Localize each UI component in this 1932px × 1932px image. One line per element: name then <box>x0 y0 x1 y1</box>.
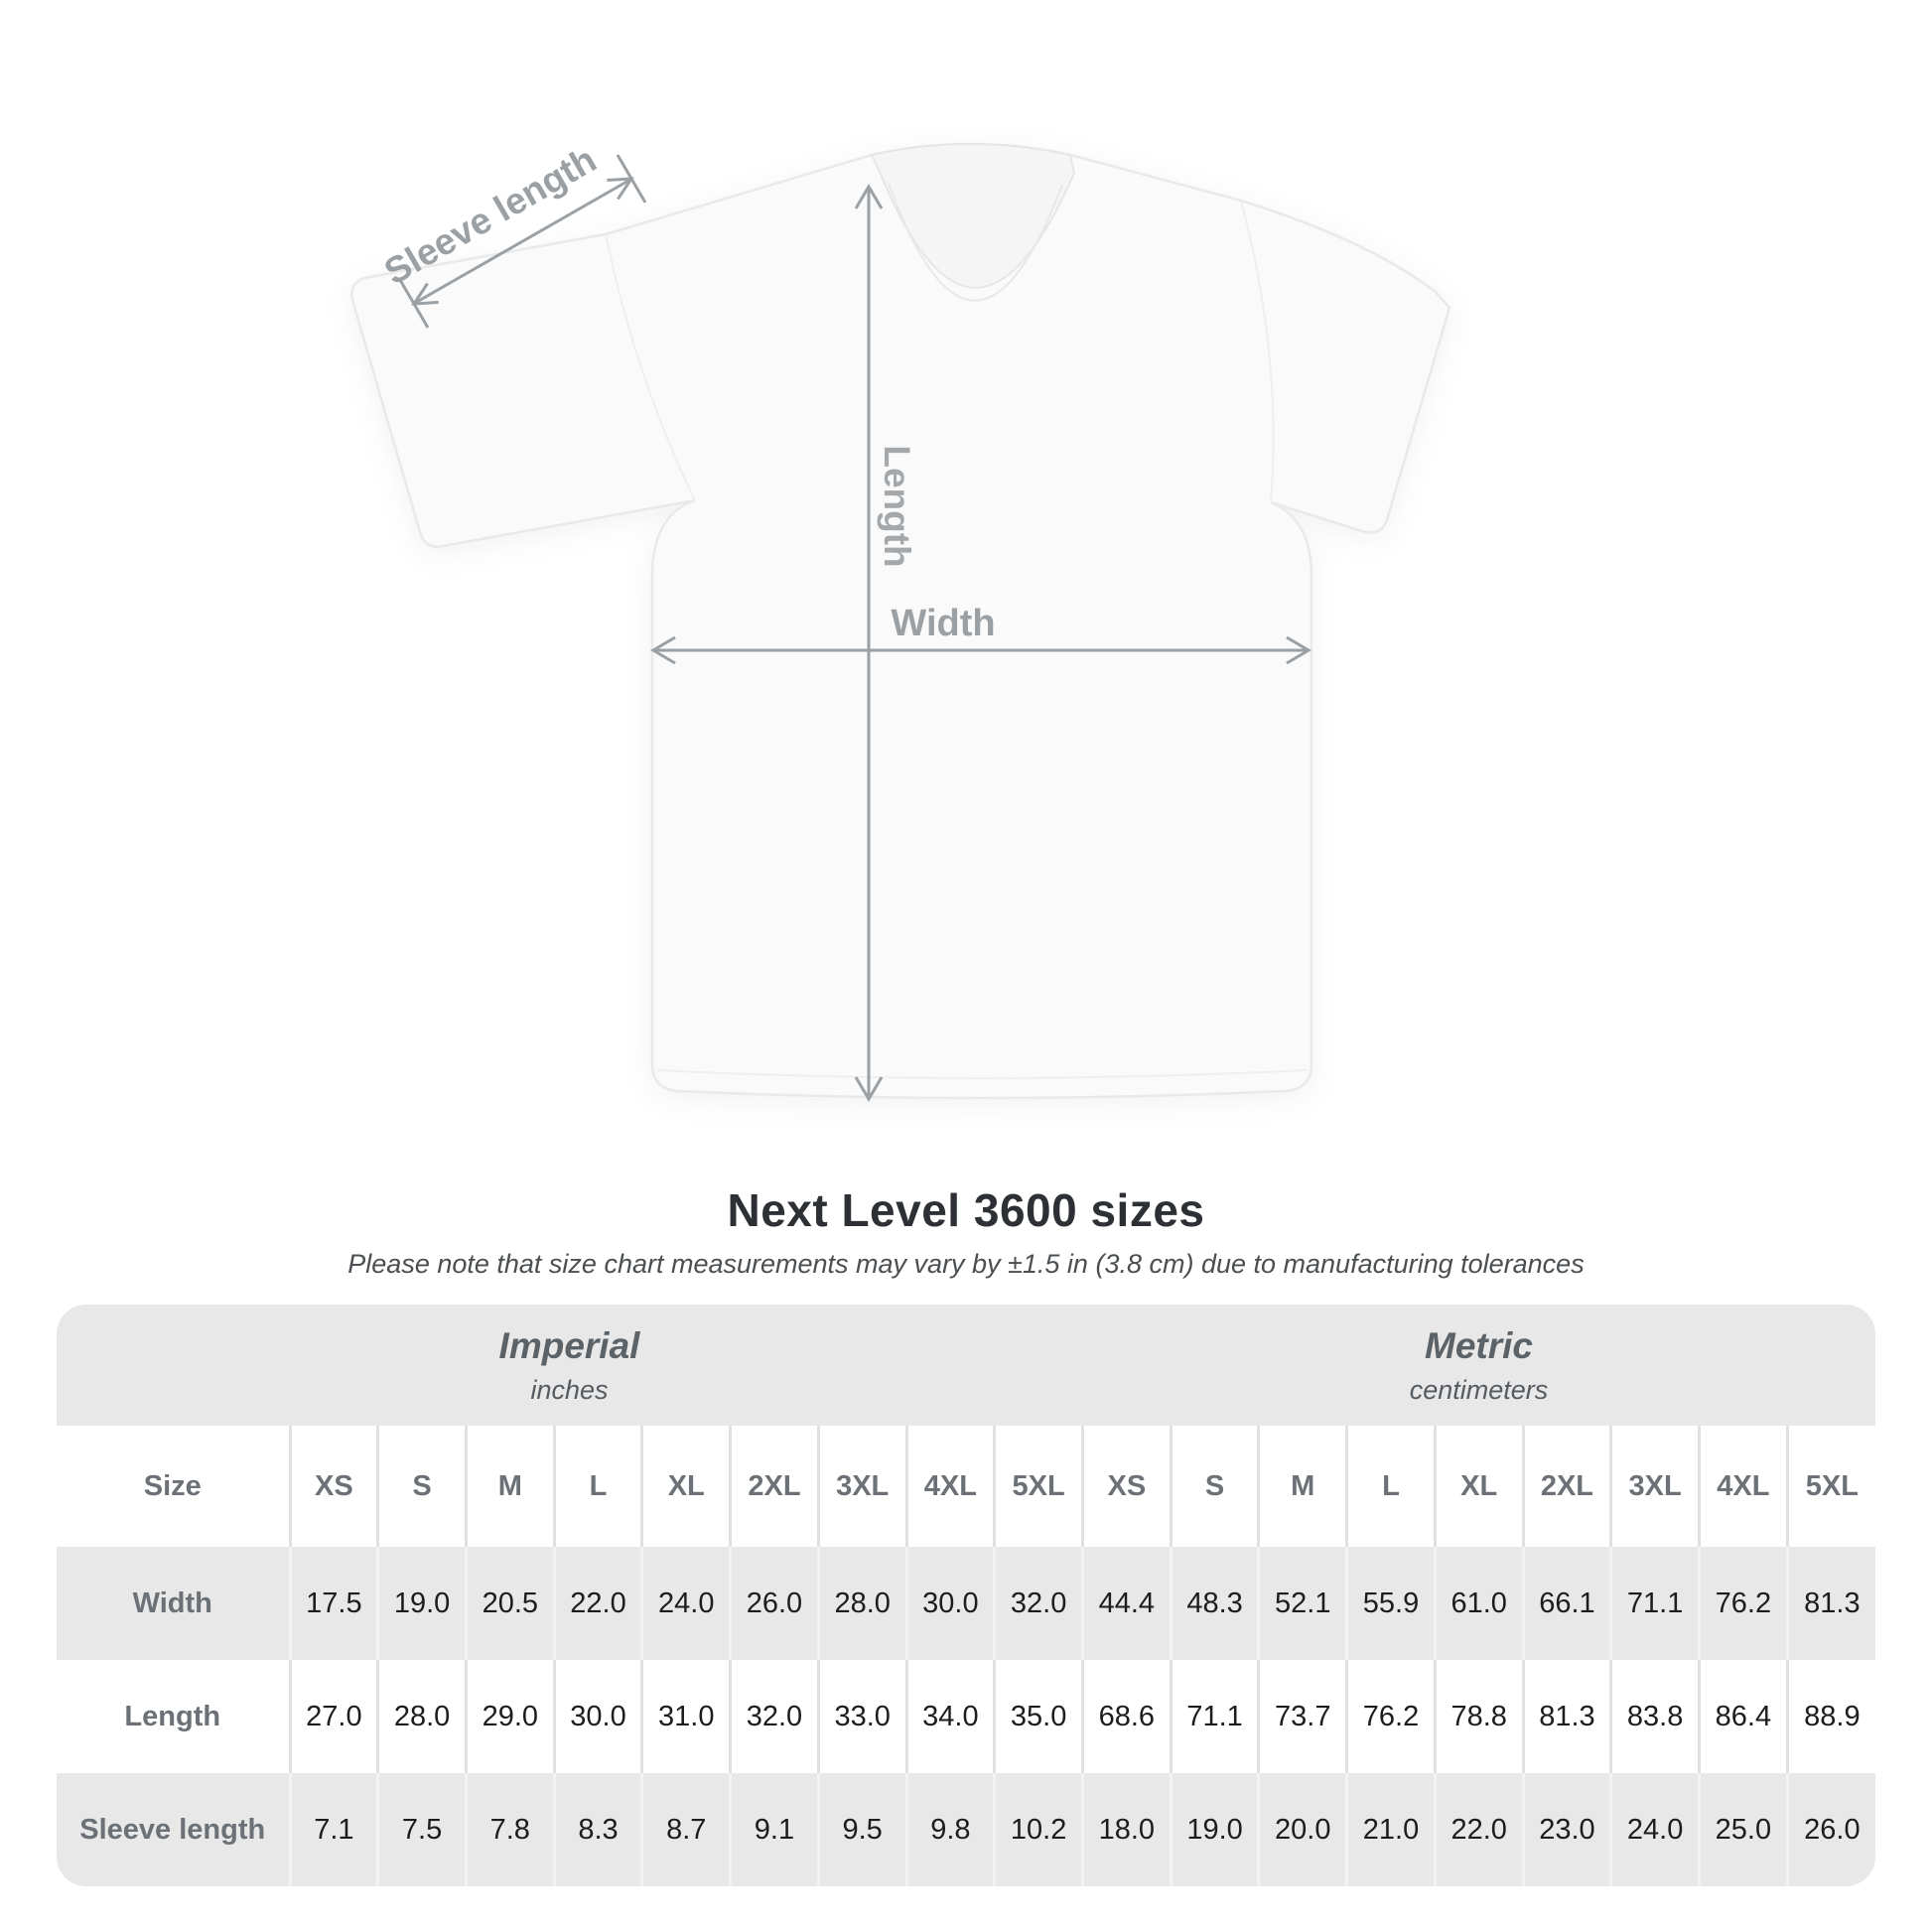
measurement-value: 20.0 <box>1259 1773 1347 1886</box>
size-column-header: XS <box>1082 1426 1171 1547</box>
measurement-value: 48.3 <box>1171 1547 1259 1660</box>
size-column-header: XL <box>1435 1426 1523 1547</box>
size-column-header: M <box>466 1426 554 1547</box>
measurement-value: 24.0 <box>1611 1773 1700 1886</box>
measurement-value: 73.7 <box>1259 1660 1347 1773</box>
measurement-value: 28.0 <box>818 1547 906 1660</box>
size-column-header: XS <box>290 1426 378 1547</box>
measurement-value: 9.1 <box>731 1773 819 1886</box>
measurement-value: 9.8 <box>906 1773 995 1886</box>
measurement-value: 20.5 <box>466 1547 554 1660</box>
measurement-value: 61.0 <box>1435 1547 1523 1660</box>
size-column-header: 2XL <box>731 1426 819 1547</box>
measurement-value: 26.0 <box>731 1547 819 1660</box>
measurement-value: 55.9 <box>1347 1547 1436 1660</box>
measurement-value: 21.0 <box>1347 1773 1436 1886</box>
measurement-value: 23.0 <box>1523 1773 1611 1886</box>
measurement-value: 30.0 <box>906 1547 995 1660</box>
measurement-value: 52.1 <box>1259 1547 1347 1660</box>
measurement-value: 19.0 <box>378 1547 467 1660</box>
page-title: Next Level 3600 sizes <box>727 1184 1205 1236</box>
measurement-value: 28.0 <box>378 1660 467 1773</box>
size-column-header: L <box>554 1426 642 1547</box>
measurement-value: 25.0 <box>1700 1773 1788 1886</box>
measurement-value: 22.0 <box>554 1547 642 1660</box>
metric-title: Metric <box>1425 1324 1533 1366</box>
width-label: Width <box>891 603 996 644</box>
unit-band <box>57 1305 1875 1426</box>
measurement-value: 8.3 <box>554 1773 642 1886</box>
size-column-header: 3XL <box>1611 1426 1700 1547</box>
measurement-value: 86.4 <box>1700 1660 1788 1773</box>
measurement-value: 7.5 <box>378 1773 467 1886</box>
measurement-value: 26.0 <box>1787 1773 1875 1886</box>
size-column-header: 3XL <box>818 1426 906 1547</box>
table-row <box>57 1773 1875 1886</box>
measurement-value: 29.0 <box>466 1660 554 1773</box>
measurement-value: 66.1 <box>1523 1547 1611 1660</box>
sleeve-length-label: Sleeve length <box>377 138 604 293</box>
size-column-header: 5XL <box>995 1426 1083 1547</box>
measurement-value: 78.8 <box>1435 1660 1523 1773</box>
size-column-header: S <box>378 1426 467 1547</box>
measurement-value: 17.5 <box>290 1547 378 1660</box>
measurement-value: 76.2 <box>1347 1660 1436 1773</box>
measurement-value: 27.0 <box>290 1660 378 1773</box>
size-column-header: 5XL <box>1787 1426 1875 1547</box>
imperial-unit: inches <box>530 1374 609 1405</box>
measurement-value: 81.3 <box>1787 1547 1875 1660</box>
measurement-value: 24.0 <box>642 1547 731 1660</box>
measurements-table <box>57 1426 1875 1886</box>
size-column-header: 4XL <box>906 1426 995 1547</box>
row-label: Width <box>132 1587 212 1619</box>
metric-unit: centimeters <box>1409 1374 1549 1405</box>
measurement-value: 44.4 <box>1082 1547 1171 1660</box>
measurement-value: 35.0 <box>995 1660 1083 1773</box>
measurement-value: 9.5 <box>818 1773 906 1886</box>
size-column-header: 4XL <box>1700 1426 1788 1547</box>
measurement-value: 18.0 <box>1082 1773 1171 1886</box>
measurement-value: 7.1 <box>290 1773 378 1886</box>
measurement-value: 32.0 <box>731 1660 819 1773</box>
size-header-row <box>57 1426 1875 1547</box>
row-label: Sleeve length <box>79 1813 266 1846</box>
size-column-header: L <box>1347 1426 1436 1547</box>
size-column-header: 2XL <box>1523 1426 1611 1547</box>
table-row <box>57 1547 1875 1660</box>
row-label: Length <box>124 1700 221 1732</box>
measurement-value: 8.7 <box>642 1773 731 1886</box>
measurement-value: 83.8 <box>1611 1660 1700 1773</box>
size-column-header: S <box>1171 1426 1259 1547</box>
measurement-value: 10.2 <box>995 1773 1083 1886</box>
corner-header: Size <box>143 1469 202 1502</box>
tolerance-note: Please note that size chart measurements may vary by ±1.5 in (3.8 cm) due to manufacturing tolerances <box>347 1249 1585 1279</box>
table-row <box>57 1660 1875 1773</box>
measurement-value: 76.2 <box>1700 1547 1788 1660</box>
measurement-value: 68.6 <box>1082 1660 1171 1773</box>
size-chart-table <box>57 1305 1875 1886</box>
size-column-header: M <box>1259 1426 1347 1547</box>
measurement-value: 19.0 <box>1171 1773 1259 1886</box>
length-label: Length <box>877 445 918 568</box>
measurement-value: 71.1 <box>1611 1547 1700 1660</box>
measurement-value: 33.0 <box>818 1660 906 1773</box>
measurement-value: 31.0 <box>642 1660 731 1773</box>
table-body <box>57 1547 1875 1886</box>
measurement-value: 7.8 <box>466 1773 554 1886</box>
measurement-value: 88.9 <box>1787 1660 1875 1773</box>
imperial-header <box>57 1305 1082 1426</box>
measurement-value: 32.0 <box>995 1547 1083 1660</box>
metric-header <box>1082 1305 1875 1426</box>
measurement-value: 81.3 <box>1523 1660 1611 1773</box>
measurement-value: 22.0 <box>1435 1773 1523 1886</box>
size-column-header: XL <box>642 1426 731 1547</box>
measurement-value: 71.1 <box>1171 1660 1259 1773</box>
measurement-value: 30.0 <box>554 1660 642 1773</box>
measurement-value: 34.0 <box>906 1660 995 1773</box>
imperial-title: Imperial <box>498 1324 640 1366</box>
